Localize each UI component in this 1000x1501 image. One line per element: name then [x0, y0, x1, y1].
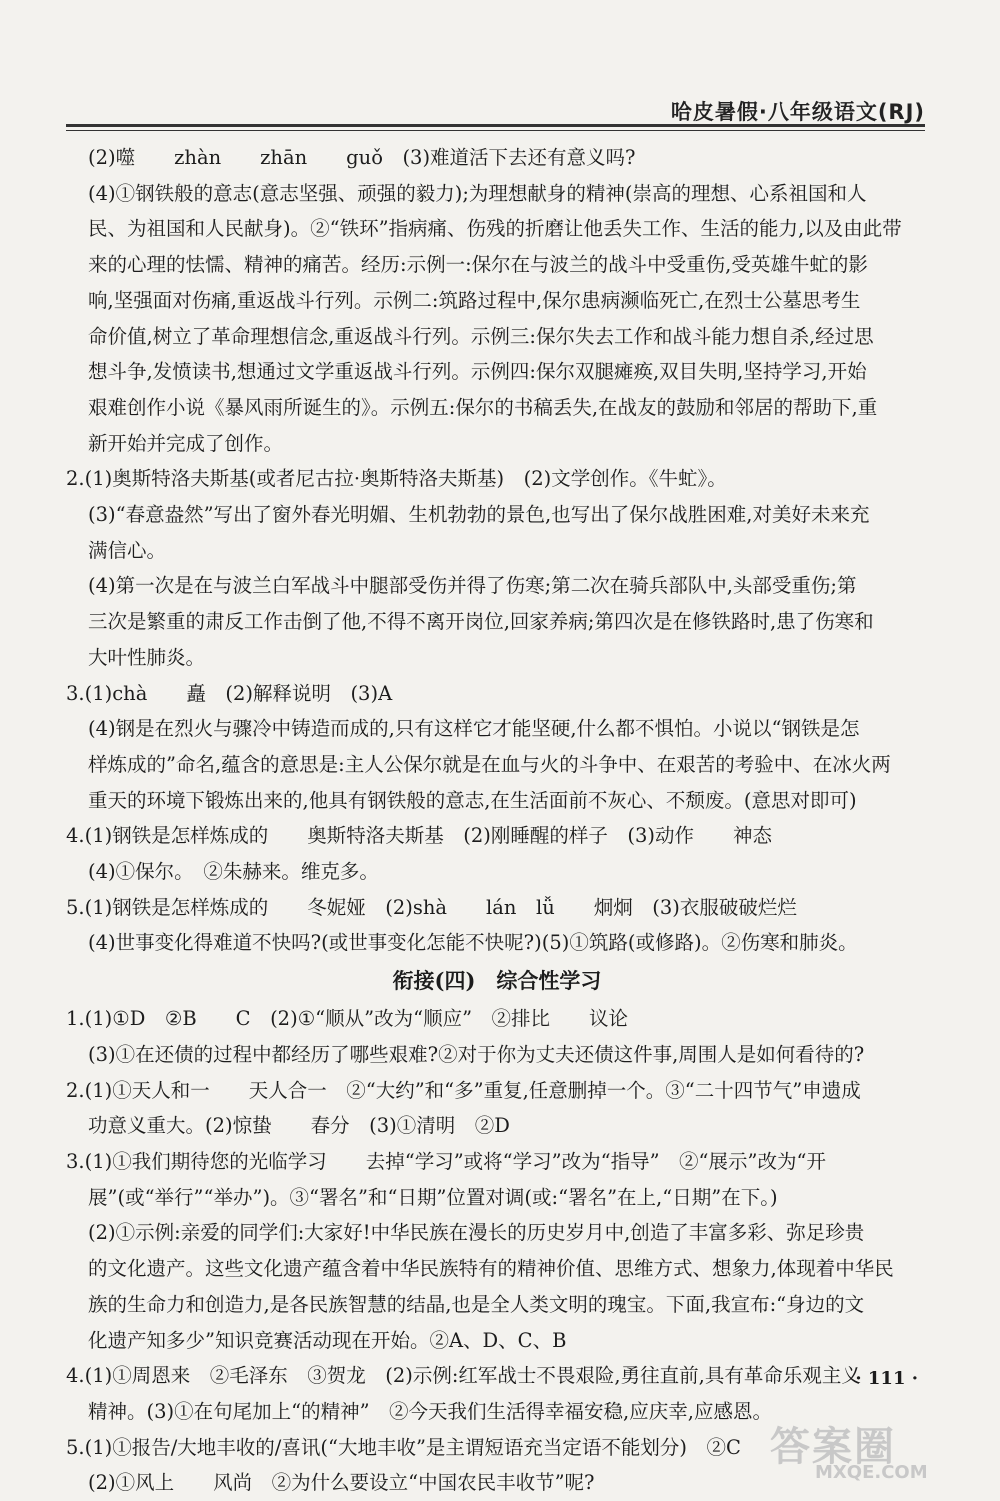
text-line: 命价值,树立了革命理想信念,重返战斗行列。示例三:保尔失去工作和战斗能力想自杀,经过思 — [88, 324, 874, 348]
text-line: (3)①在还债的过程中都经历了哪些艰难?②对于你为丈夫还债这件事,周围人是如何看待的? — [88, 1042, 865, 1066]
text-line: 2.(1)①天人和一 天人合一 ②“大约”和“多”重复,任意删掉一个。③“二十四节气”申遗成 — [66, 1078, 861, 1102]
text-line: 1.(1)①D ②B C (2)①“顺从”改为“顺应” ②排比 议论 — [66, 1007, 629, 1031]
header-rule — [66, 124, 925, 131]
text-line: 5.(1)钢铁是怎样炼成的 冬妮娅 (2)shà lán lǚ 炯炯 (3)衣服破破烂烂 — [66, 895, 797, 919]
text-line: 族的生命力和创造力,是各民族智慧的结晶,也是全人类文明的瑰宝。下面,我宣布:“身边的文 — [88, 1292, 865, 1316]
text-line: 新开始并完成了创作。 — [88, 431, 284, 455]
text-line: 想斗争,发愤读书,想通过文学重返战斗行列。示例四:保尔双腿瘫痪,双目失明,坚持学习,开始 — [88, 360, 867, 384]
section-heading: 衔接(四) 综合性学习 — [392, 968, 602, 994]
text-line: 4.(1)钢铁是怎样炼成的 奥斯特洛夫斯基 (2)刚睡醒的样子 (3)动作 神态 — [66, 824, 772, 848]
text-line: 3.(1)chà 矗 (2)解释说明 (3)A — [66, 681, 393, 705]
running-header-title: 哈皮暑假·八年级语文(RJ) — [670, 100, 925, 124]
text-line: (3)“春意盎然”写出了窗外春光明媚、生机勃勃的景色,也写出了保尔战胜困难,对美好未来充 — [88, 503, 870, 527]
text-line: 化遗产知多少”知识竞赛活动现在开始。②A、D、C、B — [88, 1328, 567, 1352]
text-line: (2)①示例:亲爱的同学们:大家好!中华民族在漫长的历史岁月中,创造了丰富多彩、弥足珍贵 — [88, 1221, 865, 1245]
text-line: (4)钢是在烈火与骤冷中铸造而成的,只有这样它才能坚硬,什么都不惧怕。小说以“钢铁是怎 — [88, 717, 860, 741]
text-line: 精神。(3)①在句尾加上“的精神” ②今天我们生活得幸福安稳,应庆幸,应感恩。 — [88, 1399, 772, 1423]
watermark-logo: 答案圈 — [770, 1424, 896, 1470]
text-line: 5.(1)①报告/大地丰收的/喜讯(“大地丰收”是主谓短语充当定语不能划分) ②C — [66, 1435, 741, 1459]
text-line: (2)噬 zhàn zhān guǒ (3)难道活下去还有意义吗? — [88, 146, 636, 169]
text-line: 响,坚强面对伤痛,重返战斗行列。示例二:筑路过程中,保尔患病濒临死亡,在烈士公墓思考生 — [88, 288, 861, 312]
text-line: 展”(或“举行”“举办”)。③“署名”和“日期”位置对调(或:“署名”在上,“日期”在下。) — [88, 1185, 778, 1209]
watermark-url: MXQE.COM — [815, 1462, 928, 1483]
text-line: 的文化遗产。这些文化遗产蕴含着中华民族特有的精神价值、思维方式、想象力,体现着中华民 — [88, 1257, 894, 1281]
text-line: 功意义重大。(2)惊蛰 春分 (3)①清明 ②D — [88, 1114, 510, 1138]
text-line: 来的心理的怯懦、精神的痛苦。经历:示例一:保尔在与波兰的战斗中受重伤,受英雄牛虻的影 — [88, 253, 868, 277]
page-number: · 111 · — [855, 1368, 918, 1389]
text-line: 满信心。 — [88, 538, 167, 562]
text-line: 大叶性肺炎。 — [88, 645, 206, 669]
text-line: 3.(1)①我们期待您的光临学习 去掉“学习”或将“学习”改为“指导” ②“展示”改为“开 — [66, 1149, 826, 1173]
text-line: (4)世事变化得难道不快吗?(或世事变化怎能不快呢?)(5)①筑路(或修路)。②伤寒和肺炎。 — [88, 931, 858, 955]
text-line: 重天的环境下锻炼出来的,他具有钢铁般的意志,在生活面前不灰心、不颓废。(意思对即可) — [88, 788, 857, 812]
text-line: 2.(1)奥斯特洛夫斯基(或者尼古拉·奥斯特洛夫斯基) (2)文学创作。《牛虻》。 — [66, 467, 727, 491]
text-line: (4)①钢铁般的意志(意志坚强、顽强的毅力);为理想献身的精神(崇高的理想、心系祖国和人 — [88, 181, 867, 205]
text-line: (4)①保尔。 ②朱赫来。维克多。 — [88, 860, 379, 884]
text-line: 三次是繁重的肃反工作击倒了他,不得不离开岗位,回家养病;第四次是在修铁路时,患了伤寒和 — [88, 610, 874, 634]
text-line: 4.(1)①周恩来 ②毛泽东 ③贺龙 (2)示例:红军战士不畏艰险,勇往直前,具有革命乐观主义 — [66, 1364, 861, 1388]
answer-content — [66, 140, 928, 1501]
text-line: 样炼成的”命名,蕴含的意思是:主人公保尔就是在血与火的斗争中、在艰苦的考验中、在冰火两 — [88, 752, 891, 776]
text-line: 艰难创作小说《暴风雨所诞生的》。示例五:保尔的书稿丢失,在战友的鼓励和邻居的帮助下,重 — [88, 395, 878, 419]
text-line: (4)第一次是在与波兰白军战斗中腿部受伤并得了伤寒;第二次在骑兵部队中,头部受重伤;第 — [88, 574, 857, 598]
text-line: 民、为祖国和人民献身)。②“铁环”指病痛、伤残的折磨让他丢失工作、生活的能力,以及由此带 — [88, 217, 902, 241]
text-line: (2)①风上 风尚 ②为什么要设立“中国农民丰收节”呢? — [88, 1471, 595, 1495]
